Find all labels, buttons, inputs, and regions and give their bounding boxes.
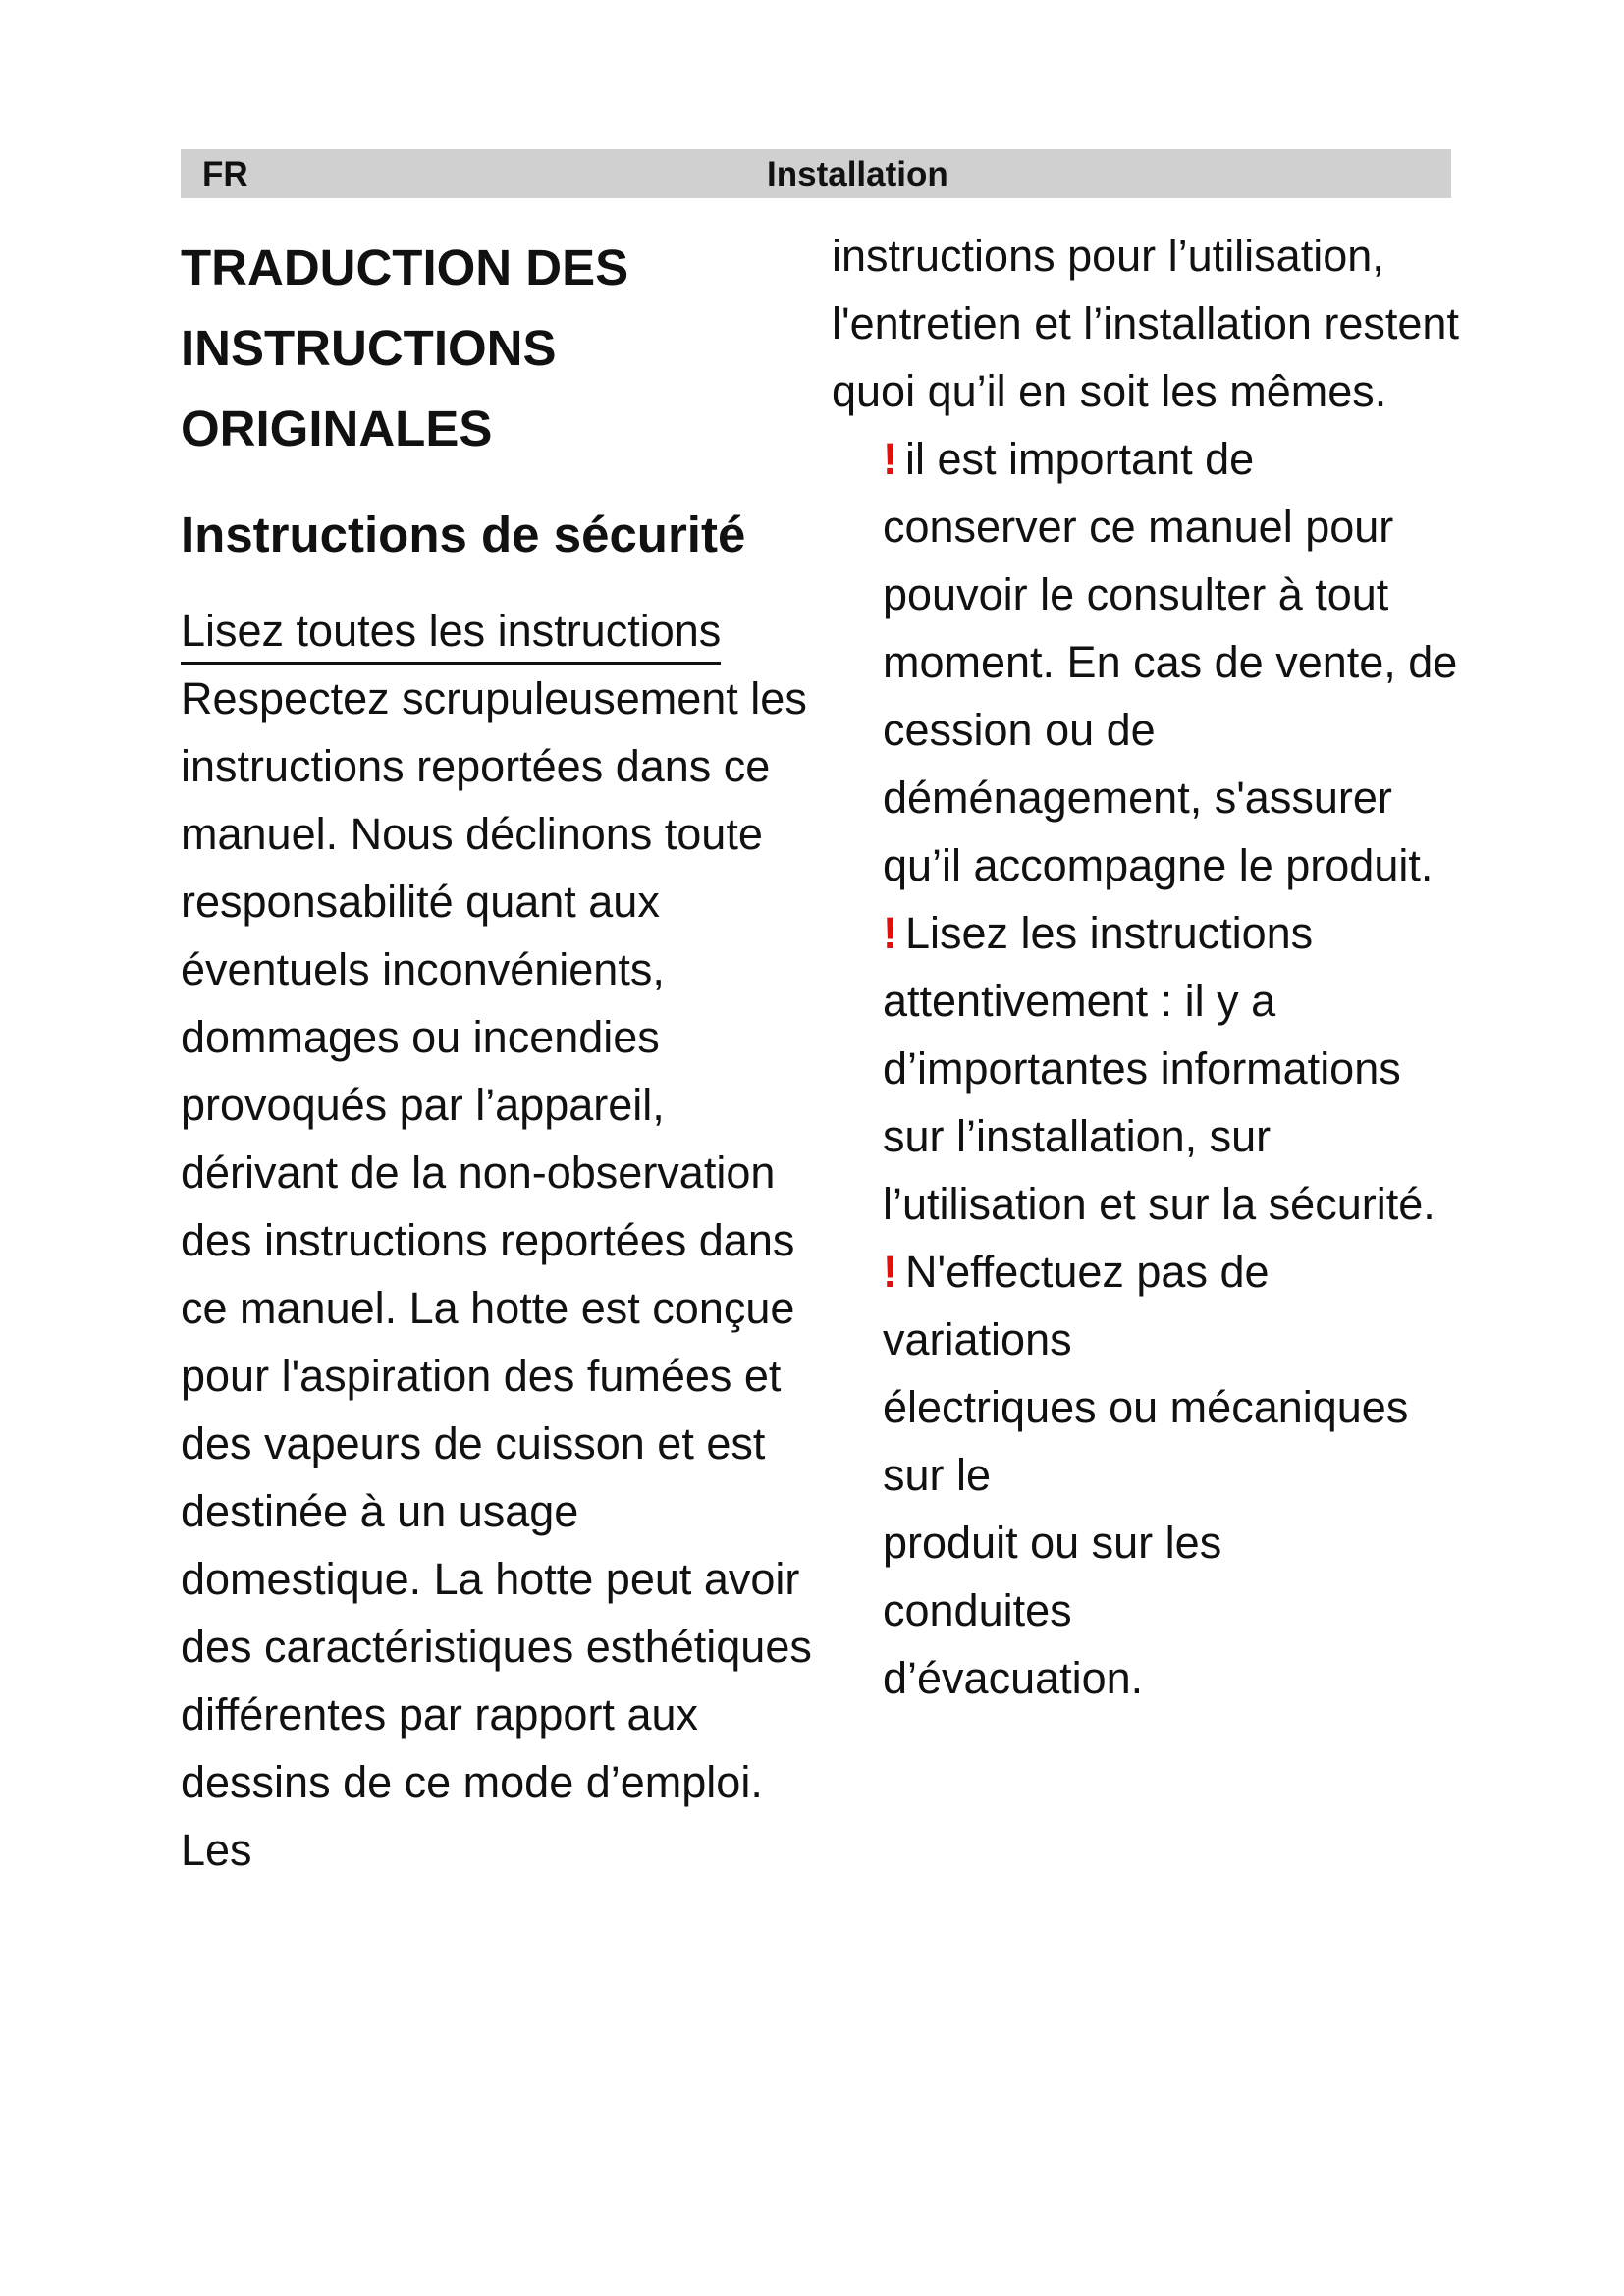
continued-paragraph: instructions pour l’utilisation, l'entretien et l’installation restent quoi qu’il en soit les mêmes. [832,231,1459,416]
read-all-heading-wrapper [181,575,819,665]
header-section-title: Installation [767,155,948,193]
left-column [181,228,819,1884]
page-header-bar [181,149,1451,198]
safety-section-title: Instructions de sécurité [181,507,746,562]
warning-text: N'effectuez pas de variations électriques ou mécaniques sur le produit ou sur les conduites d’évacuation. [883,1247,1409,1703]
warning-text: Lisez les instructions attentivement : il y a d’importantes informations sur l’installation, sur l’utilisation et sur la sécurité. [883,908,1435,1229]
warning-text: il est important de conserver ce manuel pour pouvoir le consulter à tout moment. En cas de vente, de cession ou de déménagement, s'assurer qu’il accompagne le produit. [883,434,1458,890]
warning-item [883,425,1460,899]
warning-item [883,1238,1460,1712]
exclamation-icon: ! [883,908,897,958]
exclamation-icon: ! [883,1247,897,1297]
exclamation-icon: ! [883,434,897,484]
safety-body-paragraph: Respectez scrupuleusement les instructions reportées dans ce manuel. Nous déclinons toute responsabilité quant aux éventuels inconvénients, dommages ou incendies provoqués par l’appareil, dérivant de la non-observation des instructions reportées dans ce manuel. La hotte est conçue pour l'aspiration des fumées et des vapeurs de cuisson et est destinée à un usage domestique. La hotte peut avoir des caractéristiques esthétiques différentes par rapport aux dessins de ce mode d’emploi. Les [181,673,812,1875]
header-language: FR [202,155,248,193]
right-column [832,222,1460,1712]
warning-item [883,899,1460,1238]
read-all-heading: Lisez toutes les instructions [181,601,721,665]
document-title: TRADUCTION DES INSTRUCTIONS ORIGINALES [181,240,629,456]
